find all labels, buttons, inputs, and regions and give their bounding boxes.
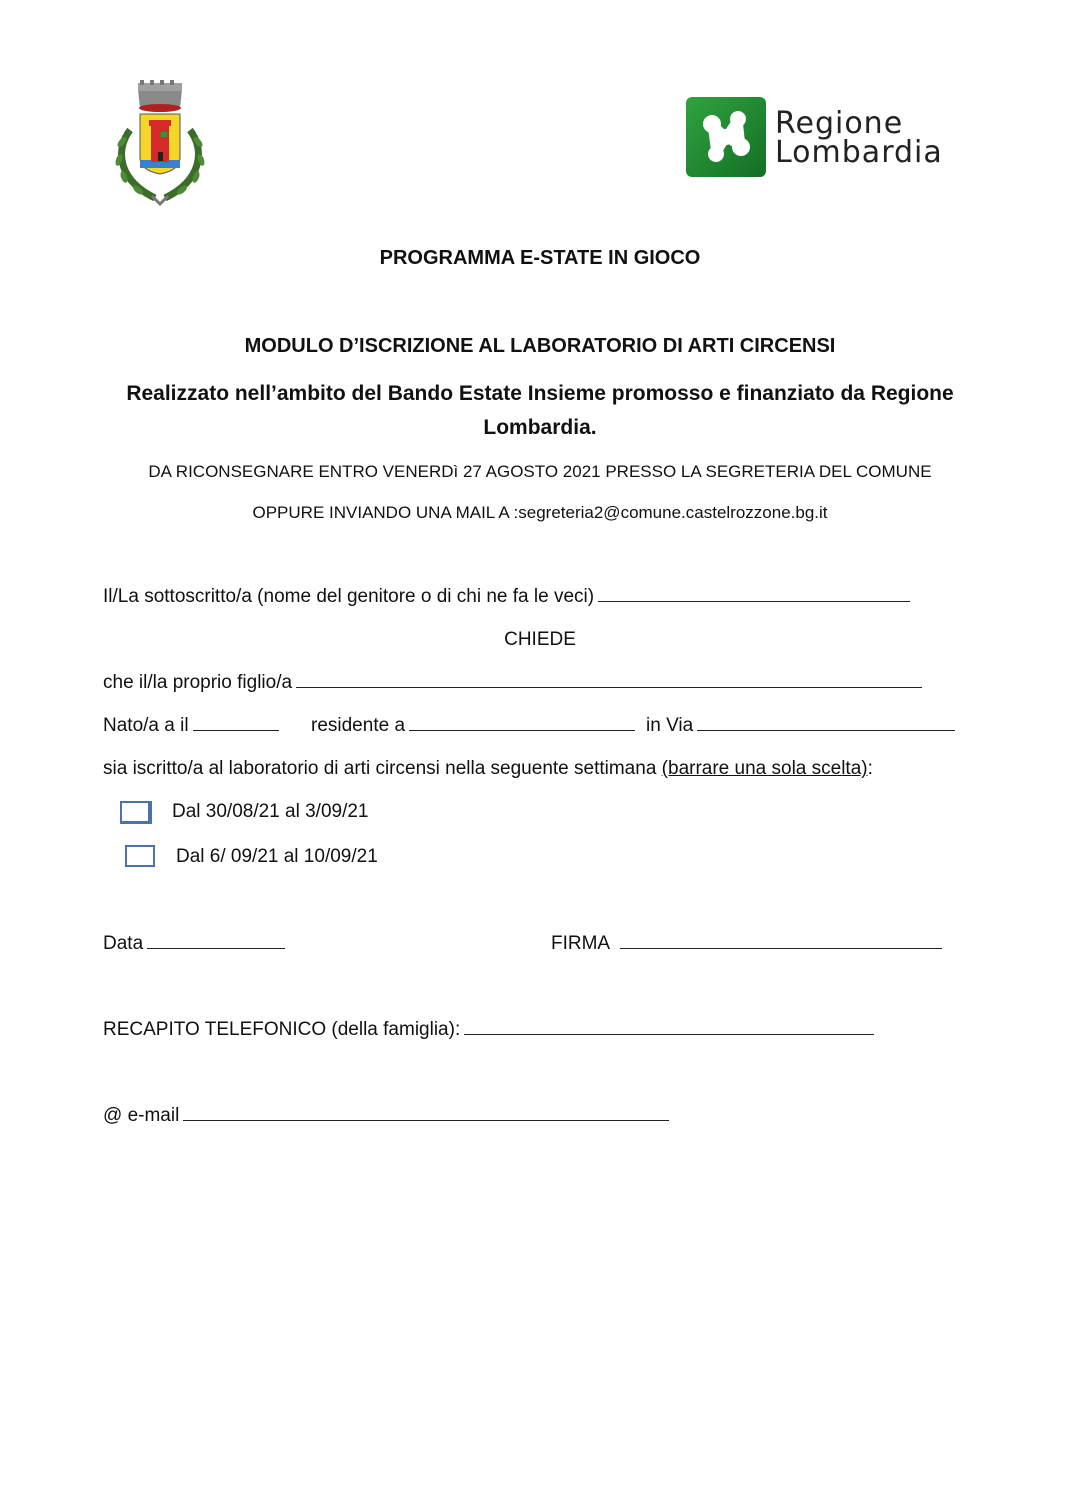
regione-lombardia-logo <box>686 97 766 177</box>
regione-line2: Lombardia <box>775 135 943 170</box>
birth-residence-row <box>103 715 279 737</box>
email-line[interactable] <box>183 1119 669 1121</box>
notice-line2: OPPURE INVIANDO UNA MAIL A :segreteria2@comune.castelrozzone.bg.it <box>252 503 828 522</box>
enroll-colon: : <box>867 758 873 779</box>
subtitle-line2: Lombardia. <box>483 416 597 439</box>
regione-line1: Regione <box>775 106 904 141</box>
resident-label: residente a <box>311 715 406 736</box>
email-field <box>103 1105 669 1127</box>
child-name-line[interactable] <box>296 686 922 688</box>
week2-checkbox[interactable] <box>125 845 155 867</box>
enroll-statement <box>103 758 873 780</box>
phone-field <box>103 1019 874 1041</box>
child-name-label: che il/la proprio figlio/a <box>103 672 293 693</box>
signature-line[interactable] <box>620 947 942 949</box>
program-title: PROGRAMMA E-STATE IN GIOCO <box>379 247 701 269</box>
resident-field <box>311 715 635 737</box>
email-label: @ e-mail <box>103 1105 180 1126</box>
date-label: Data <box>103 933 144 954</box>
date-field <box>103 933 285 955</box>
regione-lombardia-wordmark <box>775 106 943 170</box>
born-label: Nato/a a il <box>103 715 189 736</box>
chiede-heading: CHIEDE <box>504 629 576 650</box>
phone-label: RECAPITO TELEFONICO (della famiglia): <box>103 1019 461 1040</box>
week1-checkbox[interactable] <box>120 801 152 824</box>
parent-name-label: Il/La sottoscritto/a (nome del genitore o di chi ne fa le veci) <box>103 586 595 607</box>
phone-line[interactable] <box>464 1033 874 1035</box>
signature-field <box>551 933 942 955</box>
enroll-text: sia iscritto/a al laboratorio di arti circensi nella seguente settimana <box>103 758 662 779</box>
subtitle-line1: Realizzato nell’ambito del Bando Estate Insieme promosso e finanziato da Regione <box>126 382 954 405</box>
signature-label: FIRMA <box>551 933 611 954</box>
notice-line1: DA RICONSEGNARE ENTRO VENERDì 27 AGOSTO 2021 PRESSO LA SEGRETERIA DEL COMUNE <box>148 462 932 481</box>
street-line[interactable] <box>697 729 955 731</box>
date-line[interactable] <box>147 947 285 949</box>
street-field <box>646 715 955 737</box>
parent-name-field <box>103 586 910 608</box>
enroll-note: (barrare una sola scelta) <box>661 758 868 779</box>
child-name-field <box>103 672 922 694</box>
resident-line[interactable] <box>409 729 635 731</box>
week1-label: Dal 30/08/21 al 3/09/21 <box>172 801 369 822</box>
street-label: in Via <box>646 715 694 736</box>
week2-label: Dal 6/ 09/21 al 10/09/21 <box>176 846 378 867</box>
form-title: MODULO D’ISCRIZIONE AL LABORATORIO DI ARTI CIRCENSI <box>244 335 836 357</box>
comune-crest-logo <box>110 80 210 206</box>
parent-name-line[interactable] <box>598 600 910 602</box>
born-line[interactable] <box>193 729 279 731</box>
